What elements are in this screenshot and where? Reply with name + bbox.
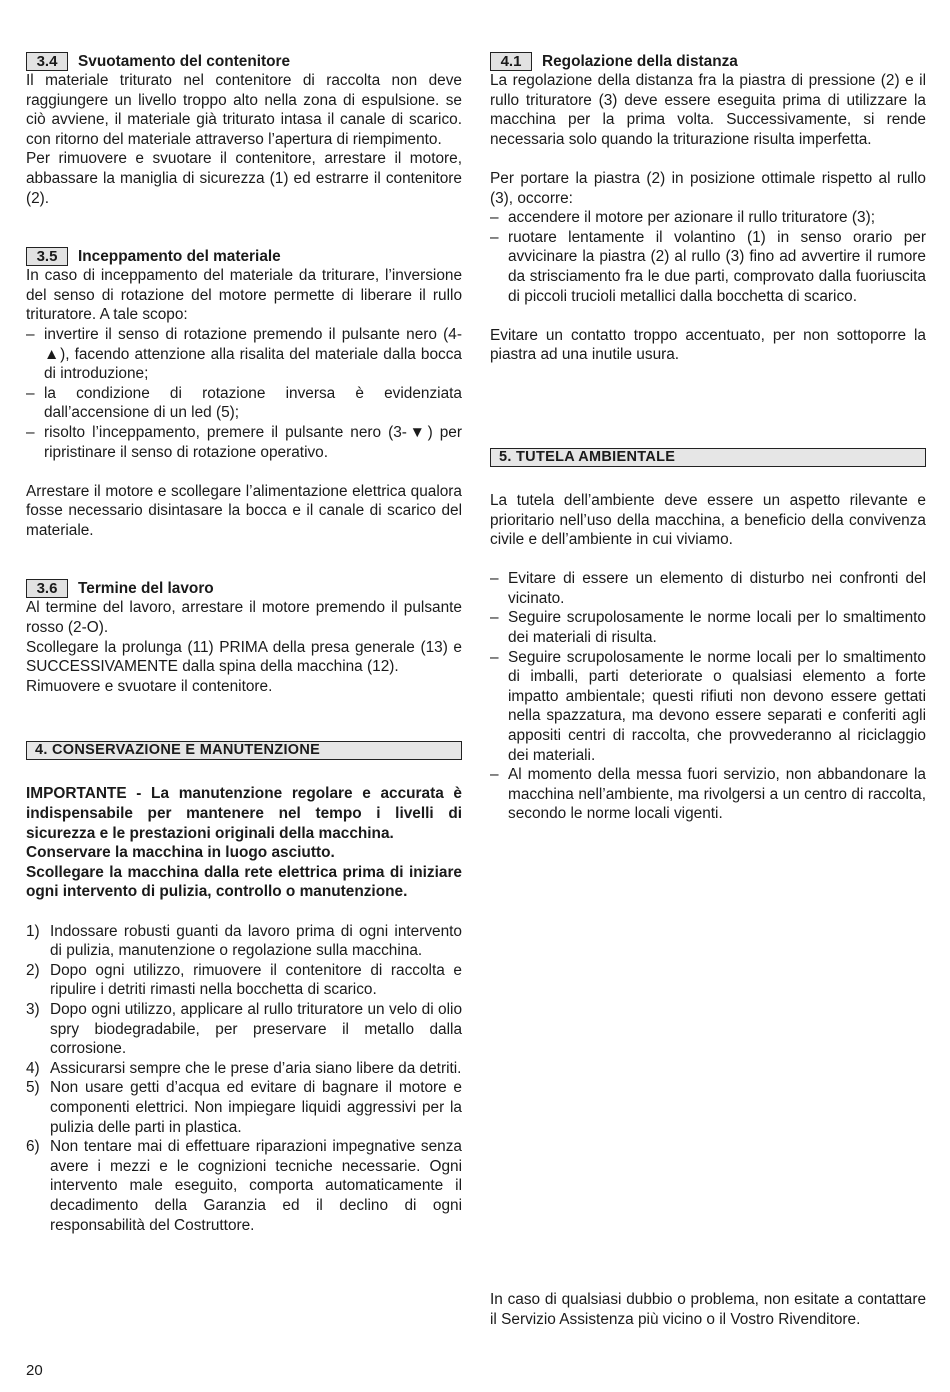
- list-item: 6) Non tentare mai di effettuare riparazioni impegnative senza avere i mezzi e le cognizioni tecniche necessarie. Ogni intervento male eseguito, comporta automaticamente il decadimento della Garanzia ed il declino di ogni responsabilità del Costruttore.: [26, 1138, 462, 1234]
- dash-list: [490, 208, 926, 306]
- list-item: – Evitare di essere un elemento di disturbo nei confronti del vicinato.: [490, 569, 926, 608]
- list-item: – invertire il senso di rotazione premendo il pulsante nero (4-▲), facendo attenzione alla risalita del materiale dalla bocca di introduzione;: [26, 325, 462, 384]
- paragraph: Al termine del lavoro, arrestare il motore premendo il pulsante rosso (2-O).: [26, 599, 462, 637]
- list-item: 5) Non usare getti d’acqua ed evitare di bagnare il motore e componenti elettrici. Non impiegare liquidi aggressivi per la pulizia delle parti in plastica.: [26, 1079, 462, 1136]
- section-4-1-heading: [490, 52, 926, 71]
- section-title: Inceppamento del materiale: [78, 248, 281, 266]
- paragraph: In caso di inceppamento del materiale da triturare, l’inversione del senso di rotazione del motore permette di liberare il rullo trituratore. A tale scopo:: [26, 267, 462, 324]
- section-title: Svuotamento del contenitore: [78, 53, 291, 70]
- paragraph: La tutela dell’ambiente deve essere un aspetto rilevante e prioritario nell’uso della macchina, a beneficio della convivenza civile e dell’ambiente in cui viviamo.: [490, 491, 926, 549]
- section-number: 4.1: [490, 52, 532, 71]
- paragraph: Scollegare la prolunga (11) PRIMA della presa generale (13) e SUCCESSIVAMENTE dalla spina della macchina (12).: [26, 638, 462, 676]
- dash-list: [26, 325, 462, 462]
- list-item: 2) Dopo ogni utilizzo, rimuovere il contenitore di raccolta e ripulire i detriti rimasti nella bocchetta di scarico.: [26, 961, 462, 999]
- important-note: Scollegare la macchina dalla rete elettrica prima di iniziare ogni intervento di pulizia, controllo o manutenzione.: [26, 863, 462, 901]
- section-number: 3.6: [26, 579, 68, 598]
- dash-list: [490, 569, 926, 824]
- list-item: 3) Dopo ogni utilizzo, applicare al rullo trituratore un velo di olio spry biodegradabile, per preservare il metallo dalla corrosione.: [26, 1000, 462, 1058]
- important-note: IMPORTANTE - La manutenzione regolare e accurata è indispensabile per mantenere nel tempo i livelli di sicurezza e le prestazioni originali della macchina.: [26, 785, 462, 842]
- right-column: [490, 52, 926, 824]
- list-item: 4) Assicurarsi sempre che le prese d’aria siano libere da detriti.: [26, 1059, 462, 1077]
- important-note: Conservare la macchina in luogo asciutto.: [26, 844, 335, 862]
- left-column: [26, 52, 462, 1235]
- list-item: – Seguire scrupolosamente le norme locali per lo smaltimento di imballi, parti deteriorate o qualsiasi elemento a forte impatto ambientale; questi rifiuti non devono essere gettati nella spazzatura, ma devono essere separati e conferiti agli appositi centri di raccolta, che provvederanno al riciclaggio dei materiali.: [490, 648, 926, 766]
- section-3-6-heading: [26, 579, 462, 598]
- bottom-note: In caso di qualsiasi dubbio o problema, non esitate a contattare il Servizio Assistenza più vicino o il Vostro Rivenditore.: [490, 1291, 926, 1328]
- section-number: 3.5: [26, 247, 68, 266]
- paragraph: Per portare la piastra (2) in posizione ottimale rispetto al rullo (3), occorre:: [490, 169, 926, 207]
- list-item: – risolto l’inceppamento, premere il pulsante nero (3-▼) per ripristinare il senso di rotazione operativo.: [26, 423, 462, 462]
- section-4-banner: 4. CONSERVAZIONE E MANUTENZIONE: [26, 741, 462, 760]
- paragraph: La regolazione della distanza fra la piastra di pressione (2) e il rullo trituratore (3) deve essere eseguita prima di utilizzare la macchina per la prima volta. Successivamente, si rende necessaria solo quando la triturazione risulta imperfetta.: [490, 72, 926, 148]
- paragraph: Il materiale triturato nel contenitore di raccolta non deve raggiungere un livello troppo alto nella zona di espulsione. se ciò avviene, il materiale già triturato intasa il canale di scarico. con ritorno del materiale attraverso l’apertura di riempimento.: [26, 72, 462, 148]
- list-item: – accendere il motore per azionare il rullo trituratore (3);: [490, 208, 926, 228]
- paragraph: Rimuovere e svuotare il contenitore.: [26, 677, 273, 695]
- list-item: 1) Indossare robusti guanti da lavoro prima di ogni intervento di pulizia, manutenzione o regolazione sulla macchina.: [26, 922, 462, 960]
- list-item: – Al momento della messa fuori servizio, non abbandonare la macchina nell’ambiente, ma rivolgersi a un centro di raccolta, secondo le norme locali vigenti.: [490, 765, 926, 824]
- paragraph: Arrestare il motore e scollegare l’alimentazione elettrica qualora fosse necessario disintasare la bocca e il canale di scarico del materiale.: [26, 482, 462, 539]
- section-3-4-heading: [26, 52, 462, 71]
- section-5-banner: 5. TUTELA AMBIENTALE: [490, 448, 926, 467]
- list-item: – ruotare lentamente il volantino (1) in senso orario per avvicinare la piastra (2) al rullo (3) fino ad avvertire il rumore da strisciamento fra le due parti, comprovato dalla fuoriuscita di piccoli trucioli metallici dalla bocchetta di scarico.: [490, 228, 926, 306]
- maintenance-list: [26, 922, 462, 1236]
- section-title: Regolazione della distanza: [542, 53, 738, 70]
- section-number: 3.4: [26, 52, 68, 71]
- list-item: – Seguire scrupolosamente le norme locali per lo smaltimento dei materiali di risulta.: [490, 608, 926, 647]
- page-number: 20: [26, 1362, 43, 1379]
- list-item: – la condizione di rotazione inversa è evidenziata dall’accensione di un led (5);: [26, 384, 462, 423]
- section-3-5-heading: [26, 247, 462, 266]
- section-title: Termine del lavoro: [78, 580, 214, 598]
- paragraph: Per rimuovere e svuotare il contenitore, arrestare il motore, abbassare la maniglia di sicurezza (1) ed estrarre il contenitore (2).: [26, 150, 462, 207]
- paragraph: Evitare un contatto troppo accentuato, per non sottoporre la piastra ad una inutile usura.: [490, 326, 926, 364]
